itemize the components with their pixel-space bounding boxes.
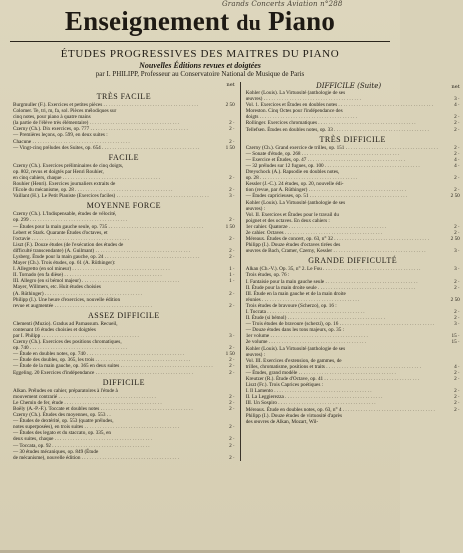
entry-title: — 32 préludes sur 12 fugues, op. 100 . . . . . (246, 163, 438, 169)
entry-price: 4 · (454, 363, 460, 370)
section-title: TRÈS DIFFICILE (319, 134, 386, 144)
entry-title: œuvres) : (245, 205, 266, 212)
entry-title: Kohler (Louis). La Virtuosité (anthologie de ses (245, 199, 346, 206)
entry-price: 2 · (229, 235, 235, 242)
entry-title: cinq notes, pour piano à quatre mains (13, 114, 91, 121)
entry-title: — Exercice et Études, op. 47 . . . . . . (246, 157, 438, 163)
entry-title: Kohler (Louis). La Virtuosité (anthologie de ses (245, 90, 346, 96)
entry-price: 2 · (229, 126, 235, 133)
entry-price: 2 · (229, 357, 235, 364)
catalogue-entry (13, 455, 235, 461)
entry-title: de mécanisme), nouvelle édition . . . . . . (13, 455, 213, 461)
entry-title: Mayer, Willmers, etc. Huit études choisies (13, 284, 101, 291)
entry-price: 2 · (454, 223, 460, 230)
entry-price: 2 · (454, 309, 460, 315)
entry-title: — Vingt-cinq préludes des Suites, op. 654 . . . . . . (13, 145, 213, 151)
entry-title: op. 802, revus et doigtés par Henri Rouhier, (13, 168, 104, 175)
entry-title: Chacune . . . . . . (13, 139, 213, 145)
left-column (10, 82, 241, 461)
entry-title: — Sonate d'étude, op. 268 . . . . . . (246, 151, 438, 157)
entry-title: l'octavie . . . . . . (13, 236, 213, 242)
entry-price: 2 · (229, 363, 235, 370)
entry-title: (A. Rüthinger) . . . . . . (13, 291, 213, 297)
entry-price: 2 · (229, 442, 235, 449)
entry-price: 3 · (229, 333, 235, 339)
entry-price: 2 · (454, 284, 460, 291)
entry-price: 1 50 (225, 351, 235, 358)
entry-title: — Étude en doubles notes, op. 740 . . . . . . (13, 351, 213, 357)
entry-title: Philipp (I.). Douze études d'octaves tirées des (245, 242, 341, 249)
left-colhead-right: net (226, 82, 235, 88)
title-end: Piano (268, 6, 336, 36)
entry-title: réunies . . . . . . (246, 297, 438, 303)
section-title: MOYENNE FORCE (86, 201, 161, 211)
catalogue-entry (13, 145, 235, 151)
subtitle: ÉTUDES PROGRESSIVES DES MAITRES DU PIANO (60, 48, 340, 60)
entry-title: œuvres) . . . . . . (246, 96, 438, 102)
entry-title: revue et augmentée . . . . . . (13, 303, 213, 309)
entry-price: 2 · (229, 345, 235, 352)
handwritten-note: Grands Concerts Aviation n°288 (222, 0, 343, 8)
entry-title: Burgmuller (F.). Exercices et petites pièces . . . . . (13, 102, 213, 108)
entry-price: 2 · (454, 394, 460, 401)
entry-title: Kreutzer (R.). Étude d'Octave, op. 41 . . . . . (246, 376, 438, 382)
entry-price: 4 · (454, 162, 460, 169)
entry-price: 2 · (454, 406, 460, 413)
entry-price: 2 · (454, 114, 460, 121)
section-title: GRANDE DIFFICULTÉ (308, 256, 398, 266)
catalogue-entry (246, 248, 460, 254)
title-main: Enseignement (64, 6, 230, 36)
entry-price: 2 · (229, 290, 235, 297)
catalogue-entry (246, 127, 460, 133)
entry-title: — Études de dextérité, op. 553 (quatre préludes, (13, 418, 114, 425)
entry-title: Moreston. Cinq Octes pour l'indépendance des (245, 108, 343, 115)
entry-title: 1er volume . . . . . . (246, 333, 438, 339)
entry-title: Dreyschock (A.). Rapsodie en doubles notes, (245, 169, 340, 176)
right-colhead-center: DIFFICILE (Suite) (316, 82, 382, 90)
entry-price: 2 · (454, 278, 460, 285)
entry-price: 3 · (454, 96, 460, 103)
entry-title: II. La Leggierezza . . . . . . (246, 394, 438, 400)
entry-price: 2 · (454, 187, 460, 194)
entry-price: 3 · (229, 193, 235, 200)
entry-title: Trois études, op. 76 : (245, 272, 290, 279)
entry-price: 1 · (229, 278, 235, 285)
entry-title: deux suites, chaque . . . . . . (13, 436, 213, 442)
entry-title: II. Étude pour la main droite seule . . . . . . (246, 285, 438, 291)
entry-price: 3 · (454, 321, 460, 328)
entry-price: 2 · (454, 126, 460, 133)
entry-title: Philipp (I.). Une heure d'exercices, nouvelle édition (13, 296, 121, 303)
entry-title: — Études pour la main gauche seule, op. 735 . . . . . (13, 224, 213, 230)
entry-price: 2 · (229, 399, 235, 406)
entry-price: 2 · (229, 253, 235, 260)
entry-title: Vaillant (H.). Le Petit Pianiste (Exercices faciles) . . . . (13, 193, 213, 199)
entry-title: Alkan (Ch.-V.). Op. 35, n° 2. Le Fou . . . . . . (246, 266, 438, 272)
entry-price: 2 · (229, 369, 235, 376)
entry-price: 2 · (229, 247, 235, 254)
entry-title: Kessler (J.-C.). 24 études, op. 20, nouvelle édi- (245, 181, 344, 188)
right-column-header (246, 82, 460, 90)
entry-price: 2 50 (450, 193, 460, 200)
entry-title: — Toccata, op. 92 . . . . . . (13, 443, 213, 449)
entry-title: Czerny (Ch.). Études des moyennes, op. 553 . . (13, 412, 111, 419)
catalogue-entry (246, 419, 460, 425)
entry-price: 4 · (454, 102, 460, 109)
entry-title: II. Étude (si bémol) . . . . . . (246, 315, 438, 321)
entry-title: Boëly (A.-P.-F.). Toccate et doubles notes . . . . (13, 406, 213, 412)
entry-price: 1 · (229, 272, 235, 279)
entry-title: — Étude des doubles, op. 365, les trois . . . . . (13, 357, 213, 363)
entry-title: — Études des legato et du staccato, op. 335, en (13, 430, 111, 437)
title-rule (10, 41, 390, 42)
entry-title: 1er cahier. Quatorze . . . . . . (246, 224, 438, 230)
entry-title: œuvres de Bach, Cramer, Czerny, Kessler . . . . (246, 248, 438, 254)
entry-price: 4 · (454, 156, 460, 163)
entry-price: 2 · (229, 436, 235, 443)
entry-price: 2 · (454, 120, 460, 127)
entry-price: 2 · (229, 217, 235, 224)
entry-title: — Études, grand modèle . . . . . . (246, 370, 438, 376)
entry-title: Liszt (F.). Douze études (de l'exécution des études de (13, 241, 124, 248)
entry-title: l'Ecole du mécanisme, op. 28 . . . . . . (13, 187, 213, 193)
entry-title: Trois études de bravoure (Scherzo), op. 16 : (245, 302, 337, 309)
entry-title: Kohler (Louis). La Virtuosité (anthologie de ses (245, 345, 346, 352)
entry-title: op. 299 . . . . . . (13, 217, 213, 223)
entry-title: Mayer (Ch.). Trois études, op. 61 (A. Rüthinger): (13, 260, 116, 267)
catalogue-columns (10, 82, 460, 461)
entry-price: 2 · (229, 187, 235, 194)
entry-title: I. Toccata . . . . . . (246, 309, 438, 315)
section-title: FACILE (108, 152, 140, 162)
entry-title: Rouhier (Henri). Exercices journaliers extraits de (13, 181, 116, 188)
entry-title: Tellefsen. Études en doubles notes, op. 33 . . . . . (246, 127, 438, 133)
entry-price: 2 · (454, 369, 460, 376)
entry-price: 3 · (454, 248, 460, 255)
entry-title: Czerny (Ch.). Grand exercice de trilles, op. 151 . . . . (246, 145, 438, 151)
entry-title: — Douze études dans les tons majeurs, op. 35 : (245, 327, 345, 334)
entry-price: 15 · (451, 333, 460, 340)
entry-title: Czerny (Ch.). Exercices des positions chromatiques, (13, 339, 122, 346)
entry-title: Philipp (I.). Douze études de virtuosité d'après (245, 412, 343, 419)
entry-title: Colomer. Te, tri, m, fa, sol. Pièces mélodiques sur (13, 108, 117, 115)
entry-title: notes superposées), en trois suites . . . . . (13, 424, 213, 430)
entry-price: 2 50 (450, 236, 460, 243)
entry-title: Méreaux. Étude en doubles notes, op. 63, n° 4 . . . . (246, 407, 438, 413)
left-column-header (13, 82, 235, 90)
entry-title: poignet et des octaves. En deux cahiers : (245, 217, 330, 224)
entry-price: 2 · (454, 229, 460, 236)
entry-title: trilles, chromatisme, positions et traits . . . . . (246, 364, 438, 370)
entry-title: œuvres) : (245, 351, 266, 358)
entry-price: 2 · (229, 405, 235, 412)
page-title (10, 6, 390, 37)
entry-title: — Trois études de bravoure (scherzi), op. 16 . . . . . (246, 321, 438, 327)
entry-title: tion (revue, par A. Rüthinger) . . . . . . (246, 187, 438, 193)
entry-title: op. 28 . . . . . . (246, 175, 438, 181)
entry-title: Czerny (Ch.). Dix exercices, op. 777 . . . . . . (13, 126, 213, 132)
entry-title: I. Fantaisie pour la main gauche seule . . . . (246, 279, 438, 285)
entry-title: III. Étude en la main gauche et de la main droite (245, 290, 346, 297)
entry-title: mouvement contrarié . . . . . . (13, 394, 213, 400)
entry-title: Liszt (Fr.). Trois Caprices poétiques : (245, 382, 324, 389)
entry-price: 15 · (451, 339, 460, 346)
entry-price: 2 · (454, 388, 460, 395)
entry-price: 1 · (229, 266, 235, 273)
entry-price: 2 · (454, 315, 460, 322)
entry-price: 2 50 (450, 296, 460, 303)
entry-title: Vol. II. Exercices et Études pour le travail du (245, 211, 339, 218)
entry-price: 1 50 (225, 144, 235, 151)
entry-price: 2 · (454, 150, 460, 157)
entry-title: Alkan. Préludes en cahier, préparatoires à l'étude à (13, 387, 118, 394)
entry-title: II. Tornado (en fa dièse) . . . . . . (13, 272, 213, 278)
byline: par I. PHILIPP, Professeur au Conservatoire National de Musique de Paris (95, 70, 305, 78)
entry-title: Lysberg. Étude pour la main gauche, op. 24 . . . . . (13, 254, 213, 260)
entry-price: 2 · (454, 175, 460, 182)
entry-price: 2 · (454, 376, 460, 383)
entry-title: III. Un Sospiro . . . . . . (246, 400, 438, 406)
entry-title: — 30 études mécaniques, op. 849 (Étude (13, 448, 99, 455)
entry-title: par I. Philipp . . . . . . (13, 333, 213, 339)
entry-title: 2e volume . . . . . . (246, 339, 438, 345)
entry-title: (la partie de l'élève très élémentaire) . . . (13, 120, 213, 126)
entry-title: Czerny (Ch.). Exercices préliminaires de cinq doigts, (13, 162, 124, 169)
entry-title: op. 740 . . . . . . (13, 345, 213, 351)
entry-title: I. Allegretto (en sol mineur) . . . . . . (13, 266, 213, 272)
entry-price: 2 · (229, 174, 235, 181)
entry-title: difficulté transcendante) (A. Guilmant) . . . . . (13, 248, 213, 254)
catalogue-entry (13, 193, 235, 199)
entry-title: des œuvres de Alkan, Mozart, Wil- (245, 418, 319, 425)
right-column (241, 82, 463, 461)
entry-title: contenant 16 études choisies et doigtées (13, 326, 96, 333)
entry-price: 2 · (229, 120, 235, 127)
editions-line: Nouvelles Éditions revues et doigtées (139, 61, 261, 70)
entry-title: Vol. III. Exercices d'extension, de gammes, de (245, 357, 342, 364)
catalogue-entry (13, 303, 235, 309)
entry-title: Clementi (Muzio). Gradus ad Parnassum. Recueil, (13, 320, 118, 327)
entry-price: 2 50 (225, 102, 235, 108)
entry-title: Méreaux. Études de concert, op. 63, n° 32 . . . . . (246, 236, 438, 242)
entry-title: Lebert et Stark. Quarante Études d'octaves, et (13, 229, 108, 236)
entry-price: 2 · (229, 302, 235, 309)
entry-title: — Premières leçons, op. 599, en deux suites : (13, 132, 108, 139)
entry-title: — Étude de la main gauche, op. 365 en deux suites . . . . (13, 363, 213, 369)
title-du: du (236, 10, 262, 35)
section-title: ASSEZ DIFFICILE (87, 310, 160, 320)
entry-price: 2 · (229, 454, 235, 461)
entry-price: 3 · (454, 266, 460, 273)
entry-title: Rollinger. Exercices chromatiques . . . . . . (246, 120, 438, 126)
entry-price: 1 50 (225, 223, 235, 230)
section-title: DIFFICILE (102, 377, 145, 387)
entry-price: 2 · (454, 144, 460, 151)
entry-title: Vol. 1. Exercices et Études en doubles notes . . . . . (246, 102, 438, 108)
entry-price: 2 · (229, 138, 235, 145)
entry-title: doigts . . . . . . (246, 114, 438, 120)
section-title: TRÈS FACILE (96, 92, 152, 101)
entry-title: Le Chemin de fer, étude . . . . . . (13, 400, 213, 406)
entry-price: 2 · (229, 393, 235, 400)
entry-price: 2 · (229, 424, 235, 431)
right-colhead-right: net (451, 84, 460, 90)
entry-title: Eggeling. 20 Exercices d'indépendance . . . . . . (13, 370, 213, 376)
entry-price: 2 · (454, 400, 460, 407)
entry-title: 2e cahier. Octaves . . . . . . (246, 230, 438, 236)
catalogue-entry (13, 370, 235, 376)
entry-title: — Études capricieuses, op. 51 . . . . . . (246, 193, 438, 199)
entry-title: en cinq cahiers, chaque . . . . . . (13, 175, 213, 181)
entry-title: III. Allegro (en si bémol majeur) . . . . . . (13, 278, 213, 284)
entry-title: Czerny (Ch.). L'Indispensable, études de vélocité, (13, 211, 117, 218)
entry-title: I. Il Lamento . . . . . . (246, 388, 438, 394)
